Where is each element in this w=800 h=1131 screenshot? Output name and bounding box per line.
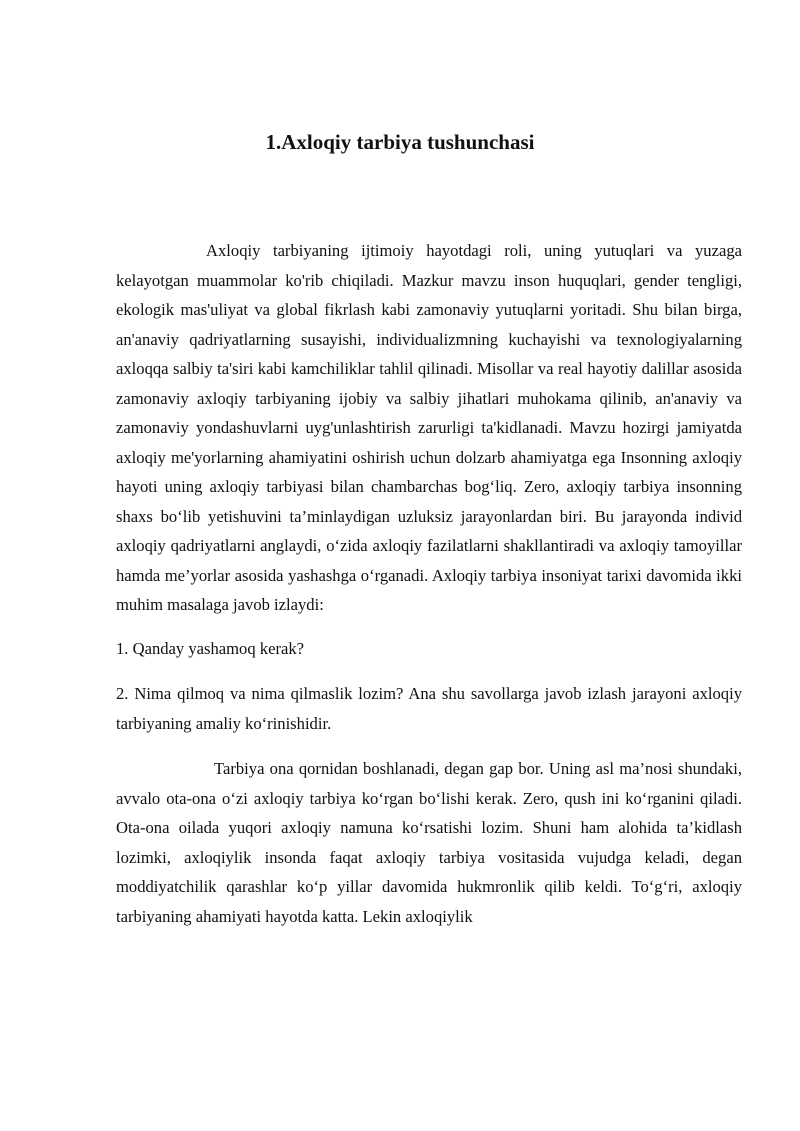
paragraph-tarbiya: Tarbiya ona qornidan boshlanadi, degan gap bor. Uning asl ma’nosi shundaki, avvalo ota-ona o‘zi axloqiy tarbiya ko‘rgan bo‘lishi kerak. Zero, qush ini ko‘rganini qiladi. Ota-ona oilada yuqori axloqiy namuna ko‘rsatishi lozim. Shuni ham alohida ta’kidlash lozimki, axloqiylik insonda faqat axloqiy tarbiya vositasida vujudga keladi, degan moddiyatchilik qarashlar ko‘p yillar davomida hukmronlik qilib keldi. To‘g‘ri, axloqiy tarbiyaning ahamiyati hayotda katta. Lekin axloqiylik [116, 759, 742, 926]
document-body [116, 236, 742, 931]
list-item-question-1: 1. Qanday yashamoq kerak? [116, 638, 304, 658]
list-item-question-2: 2. Nima qilmoq va nima qilmaslik lozim? Ana shu savollarga javob izlash jarayoni axloqiy tarbiyaning amaliy ko‘rinishidir. [116, 684, 742, 733]
page-title: 1.Axloqiy tarbiya tushunchasi [265, 130, 535, 154]
paragraph-intro: Axloqiy tarbiyaning ijtimoiy hayotdagi roli, uning yutuqlari va yuzaga kelayotgan muammolar ko'rib chiqiladi. Mazkur mavzu inson huquqlari, gender tengligi, ekologik mas'uliyat va global fikrlash kabi zamonaviy yutuqlarni yoritadi. Shu bilan birga, an'anaviy qadriyatlarning susayishi, individualizmning kuchayishi va texnologiyalarning axloqqa salbiy ta'siri kabi kamchiliklar tahlil qilinadi. Misollar va real hayotiy dalillar asosida zamonaviy axloqiy tarbiyaning ijobiy va salbiy jihatlari muhokama qilinib, an'anaviy va zamonaviy yondashuvlarni uyg'unlashtirish zarurligi ta'kidlanadi. Mavzu hozirgi jamiyatda axloqiy me'yorlarning ahamiyatini oshirish uchun dolzarb ahamiyatga ega Insonning axloqiy hayoti uning axloqiy tarbiyasi bilan chambarchas bog‘liq. Zero, axloqiy tarbiya insonning shaxs bo‘lib yetishuvini ta’minlaydigan uzluksiz jarayonlardan biri. Bu jarayonda individ axloqiy qadriyatlarni anglaydi, o‘zida axloqiy fazilatlarni shakllantiradi va axloqiy tamoyillar hamda me’yorlar asosida yashashga o‘rganadi. Axloqiy tarbiya insoniyat tarixi davomida ikki muhim masalaga javob izlaydi: [116, 241, 742, 614]
